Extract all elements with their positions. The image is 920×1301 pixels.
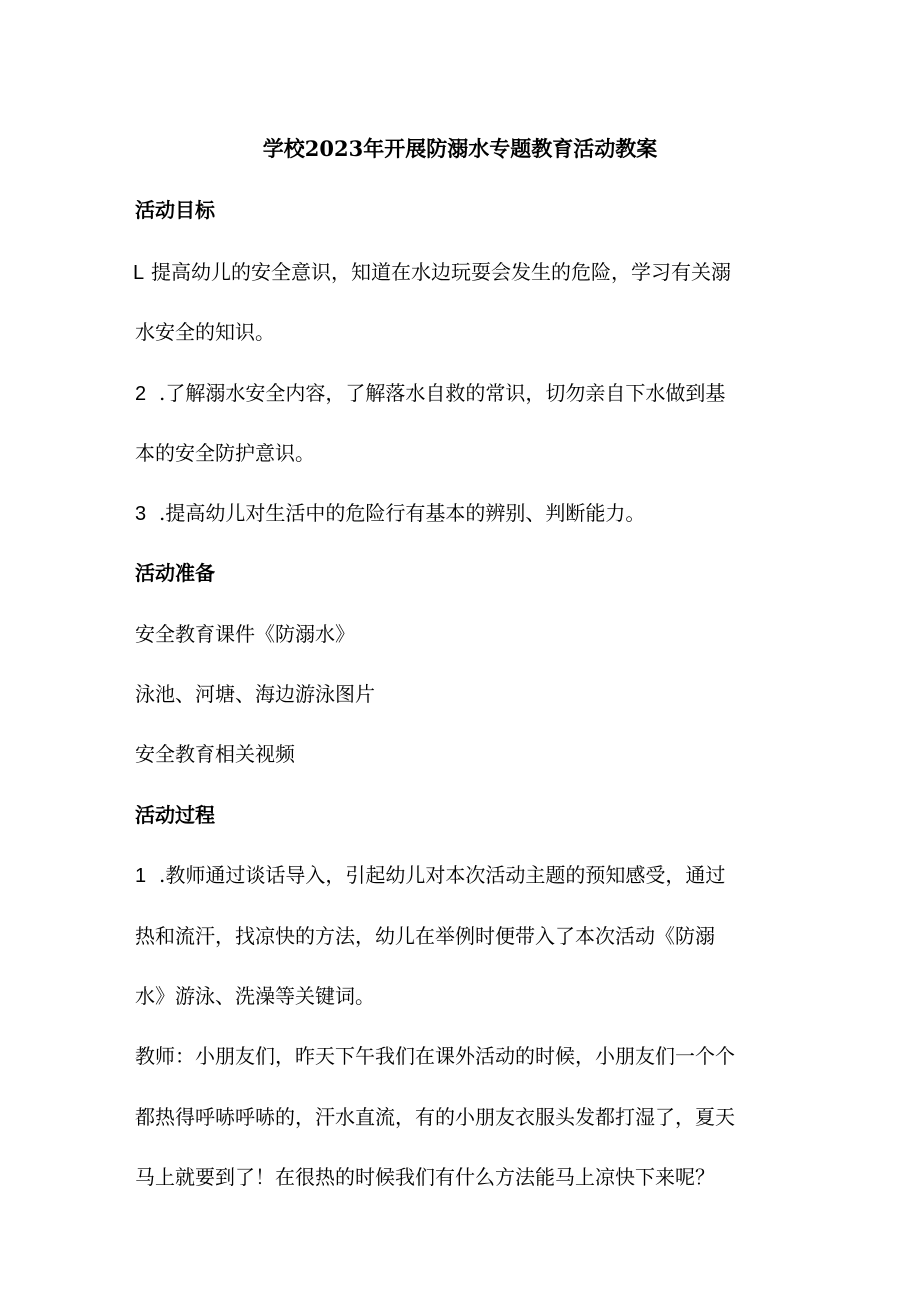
paragraph-line <box>135 498 645 529</box>
line-text: 安全教育相关视频 <box>135 742 295 766</box>
paragraph-line <box>135 921 715 951</box>
paragraph-line <box>135 739 295 769</box>
paragraph-line <box>135 1041 735 1071</box>
line-text: 提高幼儿的安全意识，知道在水边玩耍会发生的危险，学习有关溺 <box>151 260 731 284</box>
line-text: 泳池、河塘、海边游泳图片 <box>135 682 375 706</box>
line-text: .教师通过谈话导入，引起幼儿对本次活动主题的预知感受，通过 <box>159 863 726 887</box>
paragraph-line <box>133 257 731 288</box>
paragraph-line <box>135 981 375 1011</box>
section-heading-process: 活动过程 <box>135 803 215 827</box>
paragraph-line <box>135 317 275 347</box>
line-text: 水安全的知识。 <box>135 320 275 344</box>
paragraph-line <box>135 679 375 709</box>
line-text: 本的安全防护意识。 <box>135 441 315 465</box>
line-text: 安全教育课件《防溺水》 <box>135 622 355 646</box>
section-heading-preparation: 活动准备 <box>135 561 215 585</box>
line-text: 热和流汗，找凉快的方法，幼儿在举例时便带入了本次活动《防溺 <box>135 924 715 948</box>
paragraph-line <box>135 860 725 891</box>
paragraph-line <box>135 1162 715 1192</box>
list-number: 1 <box>135 865 147 887</box>
paragraph-line <box>135 619 355 649</box>
list-number: 2 <box>135 383 147 405</box>
line-text: 都热得呼哧呼哧的，汗水直流，有的小朋友衣服头发都打湿了，夏天 <box>135 1105 735 1129</box>
list-number: L <box>133 262 145 284</box>
paragraph-line <box>135 1102 735 1132</box>
section-heading-goals: 活动目标 <box>135 198 215 222</box>
line-text: .提高幼儿对生活中的危险行有基本的辨别、判断能力。 <box>159 501 646 525</box>
paragraph-line <box>135 438 315 468</box>
line-text: 水》游泳、洗澡等关键词。 <box>135 984 375 1008</box>
line-text: .了解溺水安全内容，了解落水自救的常识，切勿亲自下水做到基 <box>159 381 726 405</box>
paragraph-line <box>135 378 725 409</box>
document-title: 学校2023年开展防溺水专题教育活动教案 <box>262 136 658 161</box>
line-text: 马上就要到了！在很热的时候我们有什么方法能马上凉快下来呢？ <box>135 1165 715 1189</box>
list-number: 3 <box>135 503 147 525</box>
line-text: 教师：小朋友们，昨天下午我们在课外活动的时候，小朋友们一个个 <box>135 1044 735 1068</box>
